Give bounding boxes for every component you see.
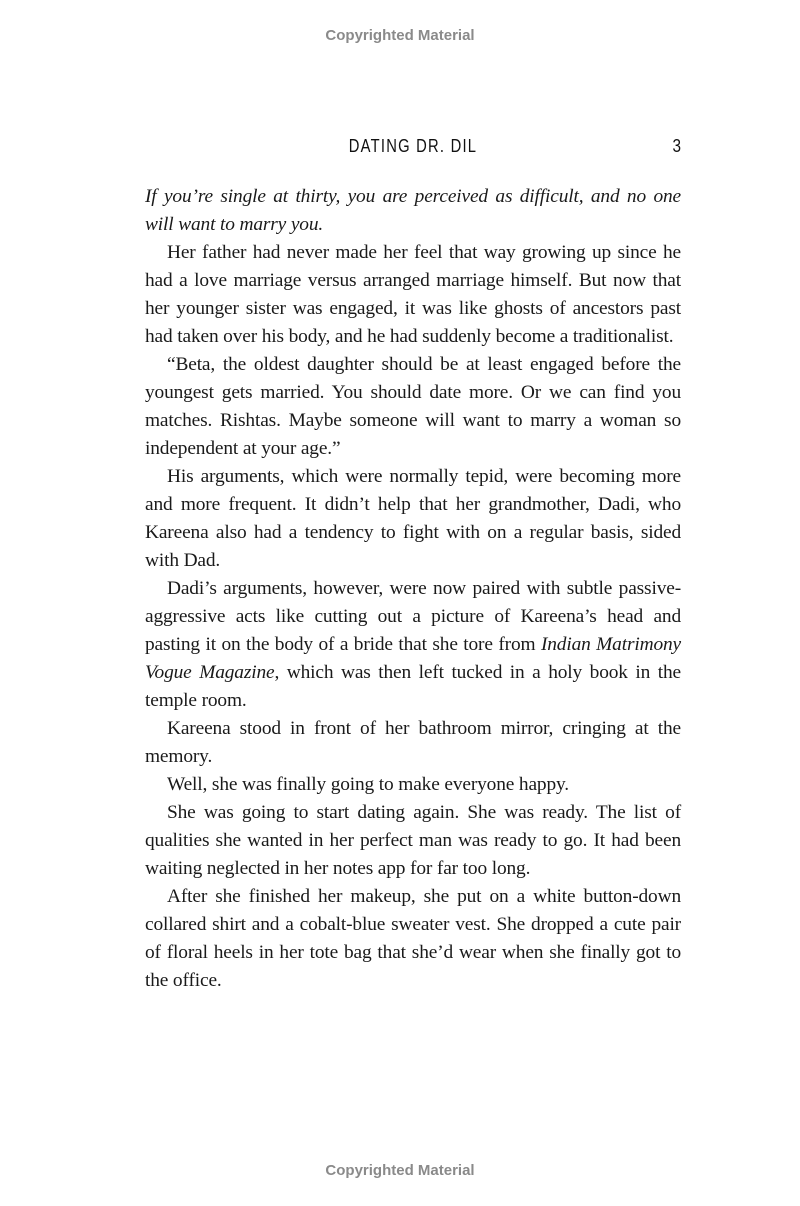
paragraph-text: , which was then left tucked in a holy book in the temple room. <box>145 662 682 711</box>
paragraph: After she finished her makeup, she put on a white button-down collared shirt and a cobalt-blue sweater vest. She dropped a cute pair of floral heels in her tote bag that she’d wear when she finally got to the office. <box>145 886 681 991</box>
copyright-watermark-top: Copyrighted Material <box>325 27 475 44</box>
page-number: 3 <box>672 136 681 156</box>
body-text <box>145 183 681 995</box>
paragraph: She was going to start dating again. She was ready. The list of qualities she wanted in her perfect man was ready to go. It had been waiting neglected in her notes app for far too long. <box>145 802 681 879</box>
paragraph <box>145 575 681 715</box>
paragraph: Kareena stood in front of her bathroom mirror, cringing at the memory. <box>145 718 681 767</box>
running-head <box>145 136 681 160</box>
copyright-watermark-bottom: Copyrighted Material <box>325 1162 475 1179</box>
book-title: DATING DR. DIL <box>348 136 478 156</box>
paragraph: Her father had never made her feel that way growing up since he had a love marriage versus arranged marriage himself. But now that her younger sister was engaged, it was like ghosts of ancestors past had taken over his body, and he had suddenly become a traditionalist. <box>145 242 681 347</box>
paragraph: Well, she was finally going to make everyone happy. <box>167 774 570 795</box>
paragraph: His arguments, which were normally tepid, were becoming more and more frequent. It didn’t help that her grandmother, Dadi, who Kareena also had a tendency to fight with on a regular basis, sided with Dad. <box>145 466 681 571</box>
paragraph-italic-opening: If you’re single at thirty, you are perceived as difficult, and no one will want to marry you. <box>145 186 681 235</box>
paragraph: “Beta, the oldest daughter should be at least engaged before the youngest gets married. You should date more. Or we can find you matches. Rishtas. Maybe someone will want to marry a woman so independent at your age.” <box>145 354 681 459</box>
paragraph-text: Dadi’s arguments, however, were now paired with subtle passive-aggressive acts like cutting out a picture of Kareena’s head and pasting it on the body of a bride that she tore from <box>145 578 681 655</box>
magazine-title: Indian Matrimony Vogue Magazine <box>145 634 681 683</box>
